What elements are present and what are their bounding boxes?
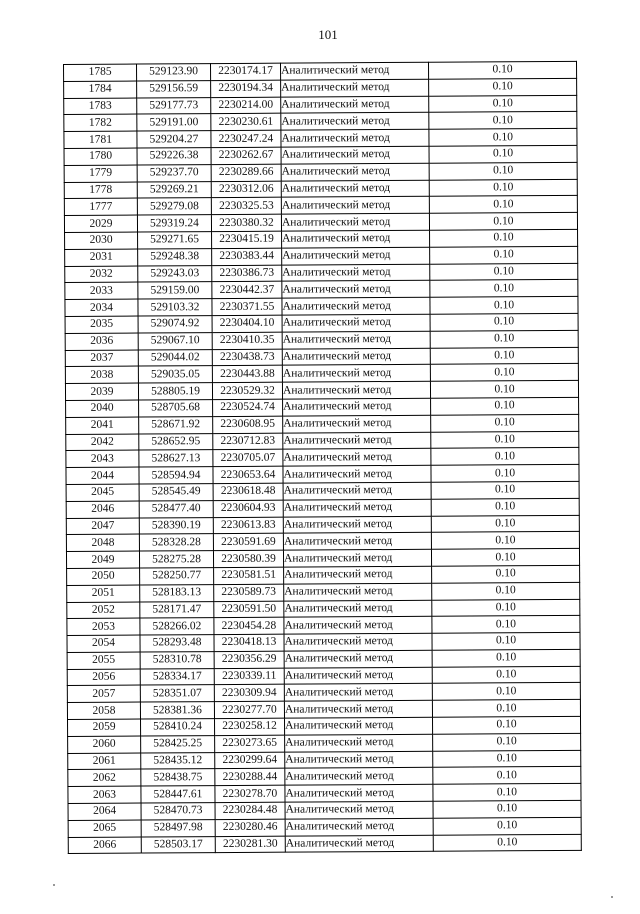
y-coordinate-cell: 2230262.67 bbox=[211, 147, 281, 164]
y-coordinate-cell: 2230247.24 bbox=[211, 130, 281, 147]
point-number-cell: 2047 bbox=[66, 518, 139, 535]
precision-cell: 0.10 bbox=[431, 548, 579, 566]
point-number-cell: 2033 bbox=[65, 282, 138, 299]
y-coordinate-cell: 2230277.70 bbox=[214, 701, 284, 718]
scan-speck bbox=[53, 884, 55, 886]
x-coordinate-cell: 529271.65 bbox=[138, 232, 212, 249]
y-coordinate-cell: 2230194.34 bbox=[211, 80, 281, 97]
x-coordinate-cell: 528266.02 bbox=[140, 618, 214, 635]
x-coordinate-cell: 529237.70 bbox=[137, 164, 211, 181]
precision-cell: 0.10 bbox=[430, 313, 578, 331]
precision-cell: 0.10 bbox=[430, 347, 578, 365]
precision-cell: 0.10 bbox=[433, 834, 581, 852]
x-coordinate-cell: 528503.17 bbox=[141, 836, 215, 853]
x-coordinate-cell: 528293.48 bbox=[140, 635, 214, 652]
point-number-cell: 2065 bbox=[68, 820, 141, 837]
precision-cell: 0.10 bbox=[429, 213, 577, 231]
x-coordinate-cell: 528390.19 bbox=[139, 517, 213, 534]
precision-cell: 0.10 bbox=[429, 162, 577, 180]
method-cell: Аналитический метод bbox=[283, 415, 431, 433]
x-coordinate-cell: 528705.68 bbox=[139, 400, 213, 417]
point-number-cell: 2062 bbox=[68, 770, 141, 787]
x-coordinate-cell: 528435.12 bbox=[141, 752, 215, 769]
point-number-cell: 1784 bbox=[64, 81, 137, 98]
x-coordinate-cell: 528425.25 bbox=[141, 735, 215, 752]
method-cell: Аналитический метод bbox=[285, 785, 433, 803]
y-coordinate-cell: 2230705.07 bbox=[213, 449, 283, 466]
y-coordinate-cell: 2230410.35 bbox=[212, 332, 282, 349]
x-coordinate-cell: 528627.13 bbox=[139, 450, 213, 467]
y-coordinate-cell: 2230653.64 bbox=[213, 466, 283, 483]
y-coordinate-cell: 2230608.95 bbox=[213, 416, 283, 433]
method-cell: Аналитический метод bbox=[283, 549, 431, 567]
method-cell: Аналитический метод bbox=[281, 113, 429, 131]
point-number-cell: 2039 bbox=[65, 383, 138, 400]
point-number-cell: 2043 bbox=[66, 450, 139, 467]
x-coordinate-cell: 529319.24 bbox=[137, 215, 211, 232]
y-coordinate-cell: 2230273.65 bbox=[215, 735, 285, 752]
method-cell: Аналитический метод bbox=[284, 701, 432, 719]
precision-cell: 0.10 bbox=[433, 784, 581, 802]
y-coordinate-cell: 2230174.17 bbox=[211, 63, 281, 80]
y-coordinate-cell: 2230284.48 bbox=[215, 802, 285, 819]
y-coordinate-cell: 2230280.46 bbox=[215, 819, 285, 836]
precision-cell: 0.10 bbox=[430, 380, 578, 398]
point-number-cell: 2060 bbox=[68, 736, 141, 753]
x-coordinate-cell: 529269.21 bbox=[137, 181, 211, 198]
scan-speck bbox=[611, 896, 613, 898]
x-coordinate-cell: 528470.73 bbox=[141, 803, 215, 820]
method-cell: Аналитический метод bbox=[284, 633, 432, 651]
y-coordinate-cell: 2230591.50 bbox=[214, 601, 284, 618]
coordinates-table-body bbox=[64, 61, 582, 854]
point-number-cell: 2063 bbox=[68, 786, 141, 803]
precision-cell: 0.10 bbox=[433, 750, 581, 768]
point-number-cell: 2045 bbox=[66, 484, 139, 501]
y-coordinate-cell: 2230371.55 bbox=[212, 298, 282, 315]
method-cell: Аналитический метод bbox=[283, 499, 431, 517]
method-cell: Аналитический метод bbox=[282, 281, 430, 299]
method-cell: Аналитический метод bbox=[283, 398, 431, 416]
point-number-cell: 2035 bbox=[65, 316, 138, 333]
x-coordinate-cell: 528250.77 bbox=[140, 567, 214, 584]
precision-cell: 0.10 bbox=[430, 297, 578, 315]
coordinates-table bbox=[63, 61, 582, 855]
precision-cell: 0.10 bbox=[431, 431, 579, 449]
point-number-cell: 2032 bbox=[65, 266, 138, 283]
point-number-cell: 2057 bbox=[67, 686, 140, 703]
precision-cell: 0.10 bbox=[431, 515, 579, 533]
x-coordinate-cell: 528805.19 bbox=[138, 383, 212, 400]
precision-cell: 0.10 bbox=[432, 700, 580, 718]
precision-cell: 0.10 bbox=[430, 280, 578, 298]
y-coordinate-cell: 2230613.83 bbox=[213, 517, 283, 534]
precision-cell: 0.10 bbox=[429, 95, 577, 113]
y-coordinate-cell: 2230258.12 bbox=[215, 718, 285, 735]
precision-cell: 0.10 bbox=[429, 78, 577, 96]
precision-cell: 0.10 bbox=[429, 129, 577, 147]
y-coordinate-cell: 2230591.69 bbox=[213, 533, 283, 550]
precision-cell: 0.10 bbox=[430, 229, 578, 247]
precision-cell: 0.10 bbox=[431, 414, 579, 432]
precision-cell: 0.10 bbox=[430, 364, 578, 382]
y-coordinate-cell: 2230339.11 bbox=[214, 668, 284, 685]
x-coordinate-cell: 529044.02 bbox=[138, 349, 212, 366]
x-coordinate-cell: 528275.28 bbox=[139, 551, 213, 568]
method-cell: Аналитический метод bbox=[284, 650, 432, 668]
precision-cell: 0.10 bbox=[433, 733, 581, 751]
method-cell: Аналитический метод bbox=[282, 247, 430, 265]
precision-cell: 0.10 bbox=[431, 464, 579, 482]
y-coordinate-cell: 2230604.93 bbox=[213, 500, 283, 517]
method-cell: Аналитический метод bbox=[285, 751, 433, 769]
precision-cell: 0.10 bbox=[430, 330, 578, 348]
method-cell: Аналитический метод bbox=[283, 482, 431, 500]
point-number-cell: 2036 bbox=[65, 333, 138, 350]
point-number-cell: 2054 bbox=[67, 635, 140, 652]
method-cell: Аналитический метод bbox=[282, 264, 430, 282]
point-number-cell: 2040 bbox=[66, 400, 139, 417]
point-number-cell: 1783 bbox=[64, 98, 137, 115]
x-coordinate-cell: 529243.03 bbox=[138, 265, 212, 282]
point-number-cell: 2031 bbox=[65, 249, 138, 266]
y-coordinate-cell: 2230415.19 bbox=[212, 231, 282, 248]
x-coordinate-cell: 529226.38 bbox=[137, 148, 211, 165]
point-number-cell: 1777 bbox=[64, 198, 137, 215]
method-cell: Аналитический метод bbox=[282, 230, 430, 248]
point-number-cell: 2034 bbox=[65, 299, 138, 316]
point-number-cell: 2044 bbox=[66, 467, 139, 484]
method-cell: Аналитический метод bbox=[284, 684, 432, 702]
precision-cell: 0.10 bbox=[432, 599, 580, 617]
method-cell: Аналитический метод bbox=[282, 381, 430, 399]
precision-cell: 0.10 bbox=[432, 666, 580, 684]
precision-cell: 0.10 bbox=[432, 565, 580, 583]
y-coordinate-cell: 2230418.13 bbox=[214, 634, 284, 651]
y-coordinate-cell: 2230404.10 bbox=[212, 315, 282, 332]
x-coordinate-cell: 529279.08 bbox=[137, 198, 211, 215]
precision-cell: 0.10 bbox=[432, 649, 580, 667]
precision-cell: 0.10 bbox=[430, 263, 578, 281]
point-number-cell: 2030 bbox=[65, 232, 138, 249]
point-number-cell: 2056 bbox=[67, 669, 140, 686]
y-coordinate-cell: 2230299.64 bbox=[215, 752, 285, 769]
x-coordinate-cell: 528671.92 bbox=[139, 416, 213, 433]
method-cell: Аналитический метод bbox=[283, 533, 431, 551]
y-coordinate-cell: 2230230.61 bbox=[211, 114, 281, 131]
precision-cell: 0.10 bbox=[432, 616, 580, 634]
precision-cell: 0.10 bbox=[432, 582, 580, 600]
table-row bbox=[68, 834, 581, 854]
method-cell: Аналитический метод bbox=[280, 62, 428, 80]
x-coordinate-cell: 528447.61 bbox=[141, 786, 215, 803]
x-coordinate-cell: 529035.05 bbox=[138, 366, 212, 383]
y-coordinate-cell: 2230214.00 bbox=[211, 97, 281, 114]
x-coordinate-cell: 529123.90 bbox=[137, 64, 211, 81]
method-cell: Аналитический метод bbox=[281, 146, 429, 164]
y-coordinate-cell: 2230356.29 bbox=[214, 651, 284, 668]
y-coordinate-cell: 2230438.73 bbox=[212, 349, 282, 366]
y-coordinate-cell: 2230580.39 bbox=[213, 550, 283, 567]
y-coordinate-cell: 2230281.30 bbox=[215, 836, 285, 853]
y-coordinate-cell: 2230383.44 bbox=[212, 248, 282, 265]
point-number-cell: 2041 bbox=[66, 417, 139, 434]
precision-cell: 0.10 bbox=[433, 767, 581, 785]
point-number-cell: 2051 bbox=[67, 585, 140, 602]
x-coordinate-cell: 528410.24 bbox=[141, 719, 215, 736]
x-coordinate-cell: 528477.40 bbox=[139, 500, 213, 517]
method-cell: Аналитический метод bbox=[281, 180, 429, 198]
point-number-cell: 2052 bbox=[67, 602, 140, 619]
x-coordinate-cell: 528310.78 bbox=[140, 651, 214, 668]
method-cell: Аналитический метод bbox=[285, 801, 433, 819]
y-coordinate-cell: 2230312.06 bbox=[211, 181, 281, 198]
method-cell: Аналитический метод bbox=[283, 432, 431, 450]
x-coordinate-cell: 528183.13 bbox=[140, 584, 214, 601]
method-cell: Аналитический метод bbox=[283, 449, 431, 467]
x-coordinate-cell: 528351.07 bbox=[140, 685, 214, 702]
y-coordinate-cell: 2230442.37 bbox=[212, 282, 282, 299]
method-cell: Аналитический метод bbox=[282, 348, 430, 366]
precision-cell: 0.10 bbox=[431, 532, 579, 550]
method-cell: Аналитический метод bbox=[282, 297, 430, 315]
y-coordinate-cell: 2230581.51 bbox=[214, 567, 284, 584]
method-cell: Аналитический метод bbox=[281, 96, 429, 114]
point-number-cell: 2038 bbox=[65, 366, 138, 383]
precision-cell: 0.10 bbox=[431, 448, 579, 466]
x-coordinate-cell: 528438.75 bbox=[141, 769, 215, 786]
precision-cell: 0.10 bbox=[431, 397, 579, 415]
point-number-cell: 1782 bbox=[64, 114, 137, 131]
y-coordinate-cell: 2230278.70 bbox=[215, 785, 285, 802]
y-coordinate-cell: 2230380.32 bbox=[211, 214, 281, 231]
method-cell: Аналитический метод bbox=[281, 79, 429, 97]
method-cell: Аналитический метод bbox=[285, 768, 433, 786]
precision-cell: 0.10 bbox=[429, 179, 577, 197]
point-number-cell: 2066 bbox=[68, 837, 141, 854]
precision-cell: 0.10 bbox=[431, 481, 579, 499]
method-cell: Аналитический метод bbox=[282, 331, 430, 349]
y-coordinate-cell: 2230288.44 bbox=[215, 769, 285, 786]
point-number-cell: 1780 bbox=[64, 148, 137, 165]
point-number-cell: 2053 bbox=[67, 618, 140, 635]
precision-cell: 0.10 bbox=[432, 683, 580, 701]
y-coordinate-cell: 2230309.94 bbox=[214, 685, 284, 702]
x-coordinate-cell: 528652.95 bbox=[139, 433, 213, 450]
method-cell: Аналитический метод bbox=[284, 600, 432, 618]
y-coordinate-cell: 2230712.83 bbox=[213, 433, 283, 450]
y-coordinate-cell: 2230589.73 bbox=[214, 584, 284, 601]
precision-cell: 0.10 bbox=[431, 498, 579, 516]
method-cell: Аналитический метод bbox=[281, 213, 429, 231]
precision-cell: 0.10 bbox=[432, 716, 580, 734]
method-cell: Аналитический метод bbox=[285, 734, 433, 752]
x-coordinate-cell: 528545.49 bbox=[139, 484, 213, 501]
method-cell: Аналитический метод bbox=[284, 583, 432, 601]
x-coordinate-cell: 528171.47 bbox=[140, 601, 214, 618]
precision-cell: 0.10 bbox=[429, 196, 577, 214]
method-cell: Аналитический метод bbox=[282, 365, 430, 383]
method-cell: Аналитический метод bbox=[283, 516, 431, 534]
precision-cell: 0.10 bbox=[429, 145, 577, 163]
x-coordinate-cell: 529248.38 bbox=[138, 248, 212, 265]
x-coordinate-cell: 529067.10 bbox=[138, 332, 212, 349]
point-number-cell: 1785 bbox=[64, 64, 137, 81]
method-cell: Аналитический метод bbox=[285, 717, 433, 735]
point-number-cell: 1778 bbox=[64, 182, 137, 199]
y-coordinate-cell: 2230454.28 bbox=[214, 617, 284, 634]
x-coordinate-cell: 528594.94 bbox=[139, 467, 213, 484]
method-cell: Аналитический метод bbox=[281, 129, 429, 147]
y-coordinate-cell: 2230524.74 bbox=[213, 399, 283, 416]
method-cell: Аналитический метод bbox=[284, 667, 432, 685]
point-number-cell: 2055 bbox=[67, 652, 140, 669]
x-coordinate-cell: 528328.28 bbox=[139, 534, 213, 551]
point-number-cell: 2059 bbox=[68, 719, 141, 736]
point-number-cell: 2046 bbox=[66, 501, 139, 518]
method-cell: Аналитический метод bbox=[281, 197, 429, 215]
point-number-cell: 2050 bbox=[67, 568, 140, 585]
y-coordinate-cell: 2230529.32 bbox=[212, 382, 282, 399]
method-cell: Аналитический метод bbox=[283, 465, 431, 483]
point-number-cell: 2029 bbox=[64, 215, 137, 232]
x-coordinate-cell: 528497.98 bbox=[141, 819, 215, 836]
precision-cell: 0.10 bbox=[429, 112, 577, 130]
x-coordinate-cell: 528381.36 bbox=[140, 702, 214, 719]
method-cell: Аналитический метод bbox=[282, 314, 430, 332]
method-cell: Аналитический метод bbox=[285, 835, 433, 853]
x-coordinate-cell: 529177.73 bbox=[137, 97, 211, 114]
method-cell: Аналитический метод bbox=[285, 818, 433, 836]
x-coordinate-cell: 529204.27 bbox=[137, 131, 211, 148]
precision-cell: 0.10 bbox=[430, 246, 578, 264]
point-number-cell: 2042 bbox=[66, 434, 139, 451]
x-coordinate-cell: 528334.17 bbox=[140, 668, 214, 685]
y-coordinate-cell: 2230325.53 bbox=[211, 198, 281, 215]
page-number: 101 bbox=[318, 27, 338, 42]
precision-cell: 0.10 bbox=[428, 61, 576, 79]
point-number-cell: 1781 bbox=[64, 131, 137, 148]
precision-cell: 0.10 bbox=[433, 817, 581, 835]
precision-cell: 0.10 bbox=[432, 632, 580, 650]
method-cell: Аналитический метод bbox=[281, 163, 429, 181]
x-coordinate-cell: 529103.32 bbox=[138, 299, 212, 316]
y-coordinate-cell: 2230289.66 bbox=[211, 164, 281, 181]
point-number-cell: 2049 bbox=[66, 551, 139, 568]
x-coordinate-cell: 529191.00 bbox=[137, 114, 211, 131]
y-coordinate-cell: 2230386.73 bbox=[212, 265, 282, 282]
precision-cell: 0.10 bbox=[433, 800, 581, 818]
method-cell: Аналитический метод bbox=[284, 617, 432, 635]
point-number-cell: 2058 bbox=[67, 702, 140, 719]
x-coordinate-cell: 529159.00 bbox=[138, 282, 212, 299]
method-cell: Аналитический метод bbox=[284, 566, 432, 584]
point-number-cell: 1779 bbox=[64, 165, 137, 182]
point-number-cell: 2048 bbox=[66, 534, 139, 551]
y-coordinate-cell: 2230443.88 bbox=[212, 366, 282, 383]
y-coordinate-cell: 2230618.48 bbox=[213, 483, 283, 500]
x-coordinate-cell: 529156.59 bbox=[137, 80, 211, 97]
point-number-cell: 2061 bbox=[68, 753, 141, 770]
point-number-cell: 2064 bbox=[68, 803, 141, 820]
point-number-cell: 2037 bbox=[65, 350, 138, 367]
x-coordinate-cell: 529074.92 bbox=[138, 316, 212, 333]
